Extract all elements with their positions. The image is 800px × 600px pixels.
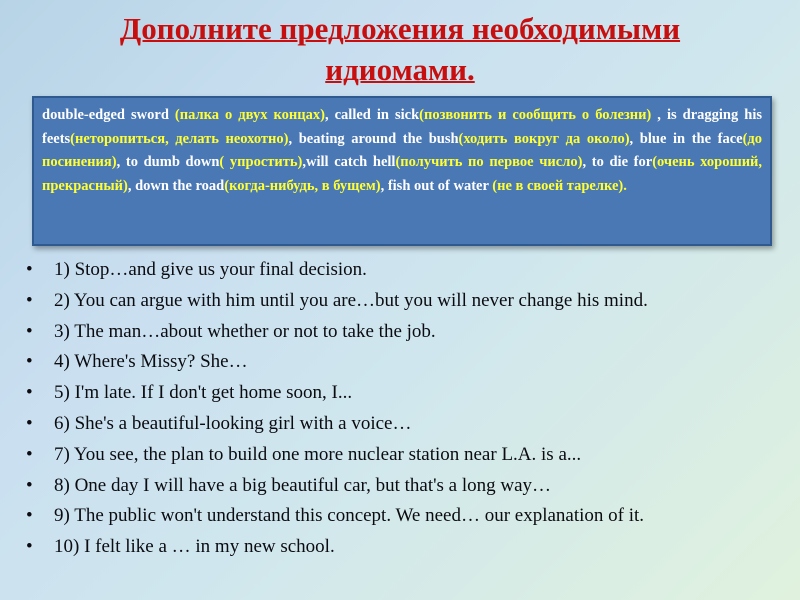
bullet-icon: •: [26, 412, 33, 434]
idiom-translation: (палка о двух концах): [174, 107, 325, 123]
idiom-translation: (получить по первое число): [395, 154, 583, 170]
list-item: [26, 378, 648, 409]
list-item: [26, 317, 648, 348]
idiom-en: blue in the face: [639, 130, 743, 147]
idiom-en: to dumb down: [125, 154, 220, 170]
bullet-icon: •: [26, 320, 33, 342]
idiom-en: beating around the bush: [298, 130, 459, 147]
idiom-separator: ,: [127, 177, 136, 194]
sentence-text: 8) One day I will have a big beautiful car, but that's a long way…: [54, 474, 552, 496]
list-item: [26, 286, 648, 317]
idiom-separator: ,: [380, 177, 388, 194]
bullet-icon: •: [26, 382, 33, 404]
bullet-icon: •: [26, 289, 33, 311]
bullet-icon: •: [26, 474, 33, 496]
idiom-separator: ,: [288, 130, 299, 147]
slide-title-line-1: Дополните предложения необходимыми: [119, 11, 681, 46]
sentence-text: 6) She's a beautiful-looking girl with a voice…: [54, 412, 412, 434]
idiom-translation: (ходить вокруг да около): [458, 130, 630, 147]
idiom-separator: ,: [651, 107, 667, 123]
sentence-text: 9) The public won't understand this concept. We need… our explanation of it.: [54, 505, 645, 527]
list-item: [26, 255, 648, 286]
bullet-icon: •: [26, 536, 33, 558]
list-item: [26, 501, 648, 532]
bullet-icon: •: [26, 259, 33, 280]
idiom-translation: (не в своей тарелке).: [492, 177, 627, 194]
idiom-translation: (до посинения): [42, 130, 763, 170]
sentence-text: 3) The man…about whether or not to take the job.: [54, 320, 436, 342]
list-item: [26, 440, 648, 471]
idiom-en: called in sick: [334, 107, 420, 123]
list-item: [26, 347, 648, 378]
list-item: [26, 409, 648, 440]
slide-title: [0, 8, 800, 90]
idiom-en: will catch hell: [305, 154, 396, 170]
idiom-translation: (очень хороший, прекрасный): [42, 154, 763, 194]
idiom-en: double-edged sword: [42, 107, 175, 123]
idiom-translation: (когда-нибудь, в бущем): [224, 177, 381, 194]
sentence-text: 4) Where's Missy? She…: [54, 351, 248, 373]
idiom-en: down the road: [135, 177, 225, 194]
idiom-en: to die for: [591, 154, 653, 170]
sentence-text: 2) You can argue with him until you are…but you will never change his mind.: [54, 289, 648, 311]
sentence-list: [26, 255, 648, 563]
slide-title-line-2: идиомами.: [325, 52, 475, 87]
idiom-separator: ,: [302, 154, 306, 170]
idiom-translation: (позвонить и сообщить о болезни): [419, 107, 652, 123]
idiom-separator: ,: [116, 154, 126, 170]
list-item: [26, 471, 648, 502]
idiom-separator: ,: [629, 130, 640, 147]
idiom-separator: ,: [582, 154, 592, 170]
list-item: [26, 532, 648, 563]
sentence-text: 10) I felt like a … in my new school.: [54, 536, 335, 558]
sentence-text: 1) Stop…and give us your final decision.: [54, 259, 367, 280]
sentence-text: 5) I'm late. If I don't get home soon, I...: [54, 382, 353, 404]
idiom-en: fish out of water: [387, 177, 493, 194]
bullet-icon: •: [26, 505, 33, 527]
idiom-translation: (неторопиться, делать неохотно): [70, 130, 289, 147]
idiom-en: is dragging his feets: [42, 107, 763, 147]
sentence-text: 7) You see, the plan to build one more nuclear station near L.A. is a...: [54, 443, 582, 465]
idiom-box: [32, 96, 772, 246]
idiom-translation: ( упростить): [219, 154, 303, 170]
bullet-icon: •: [26, 443, 33, 465]
bullet-icon: •: [26, 351, 33, 373]
idiom-separator: ,: [324, 107, 335, 123]
